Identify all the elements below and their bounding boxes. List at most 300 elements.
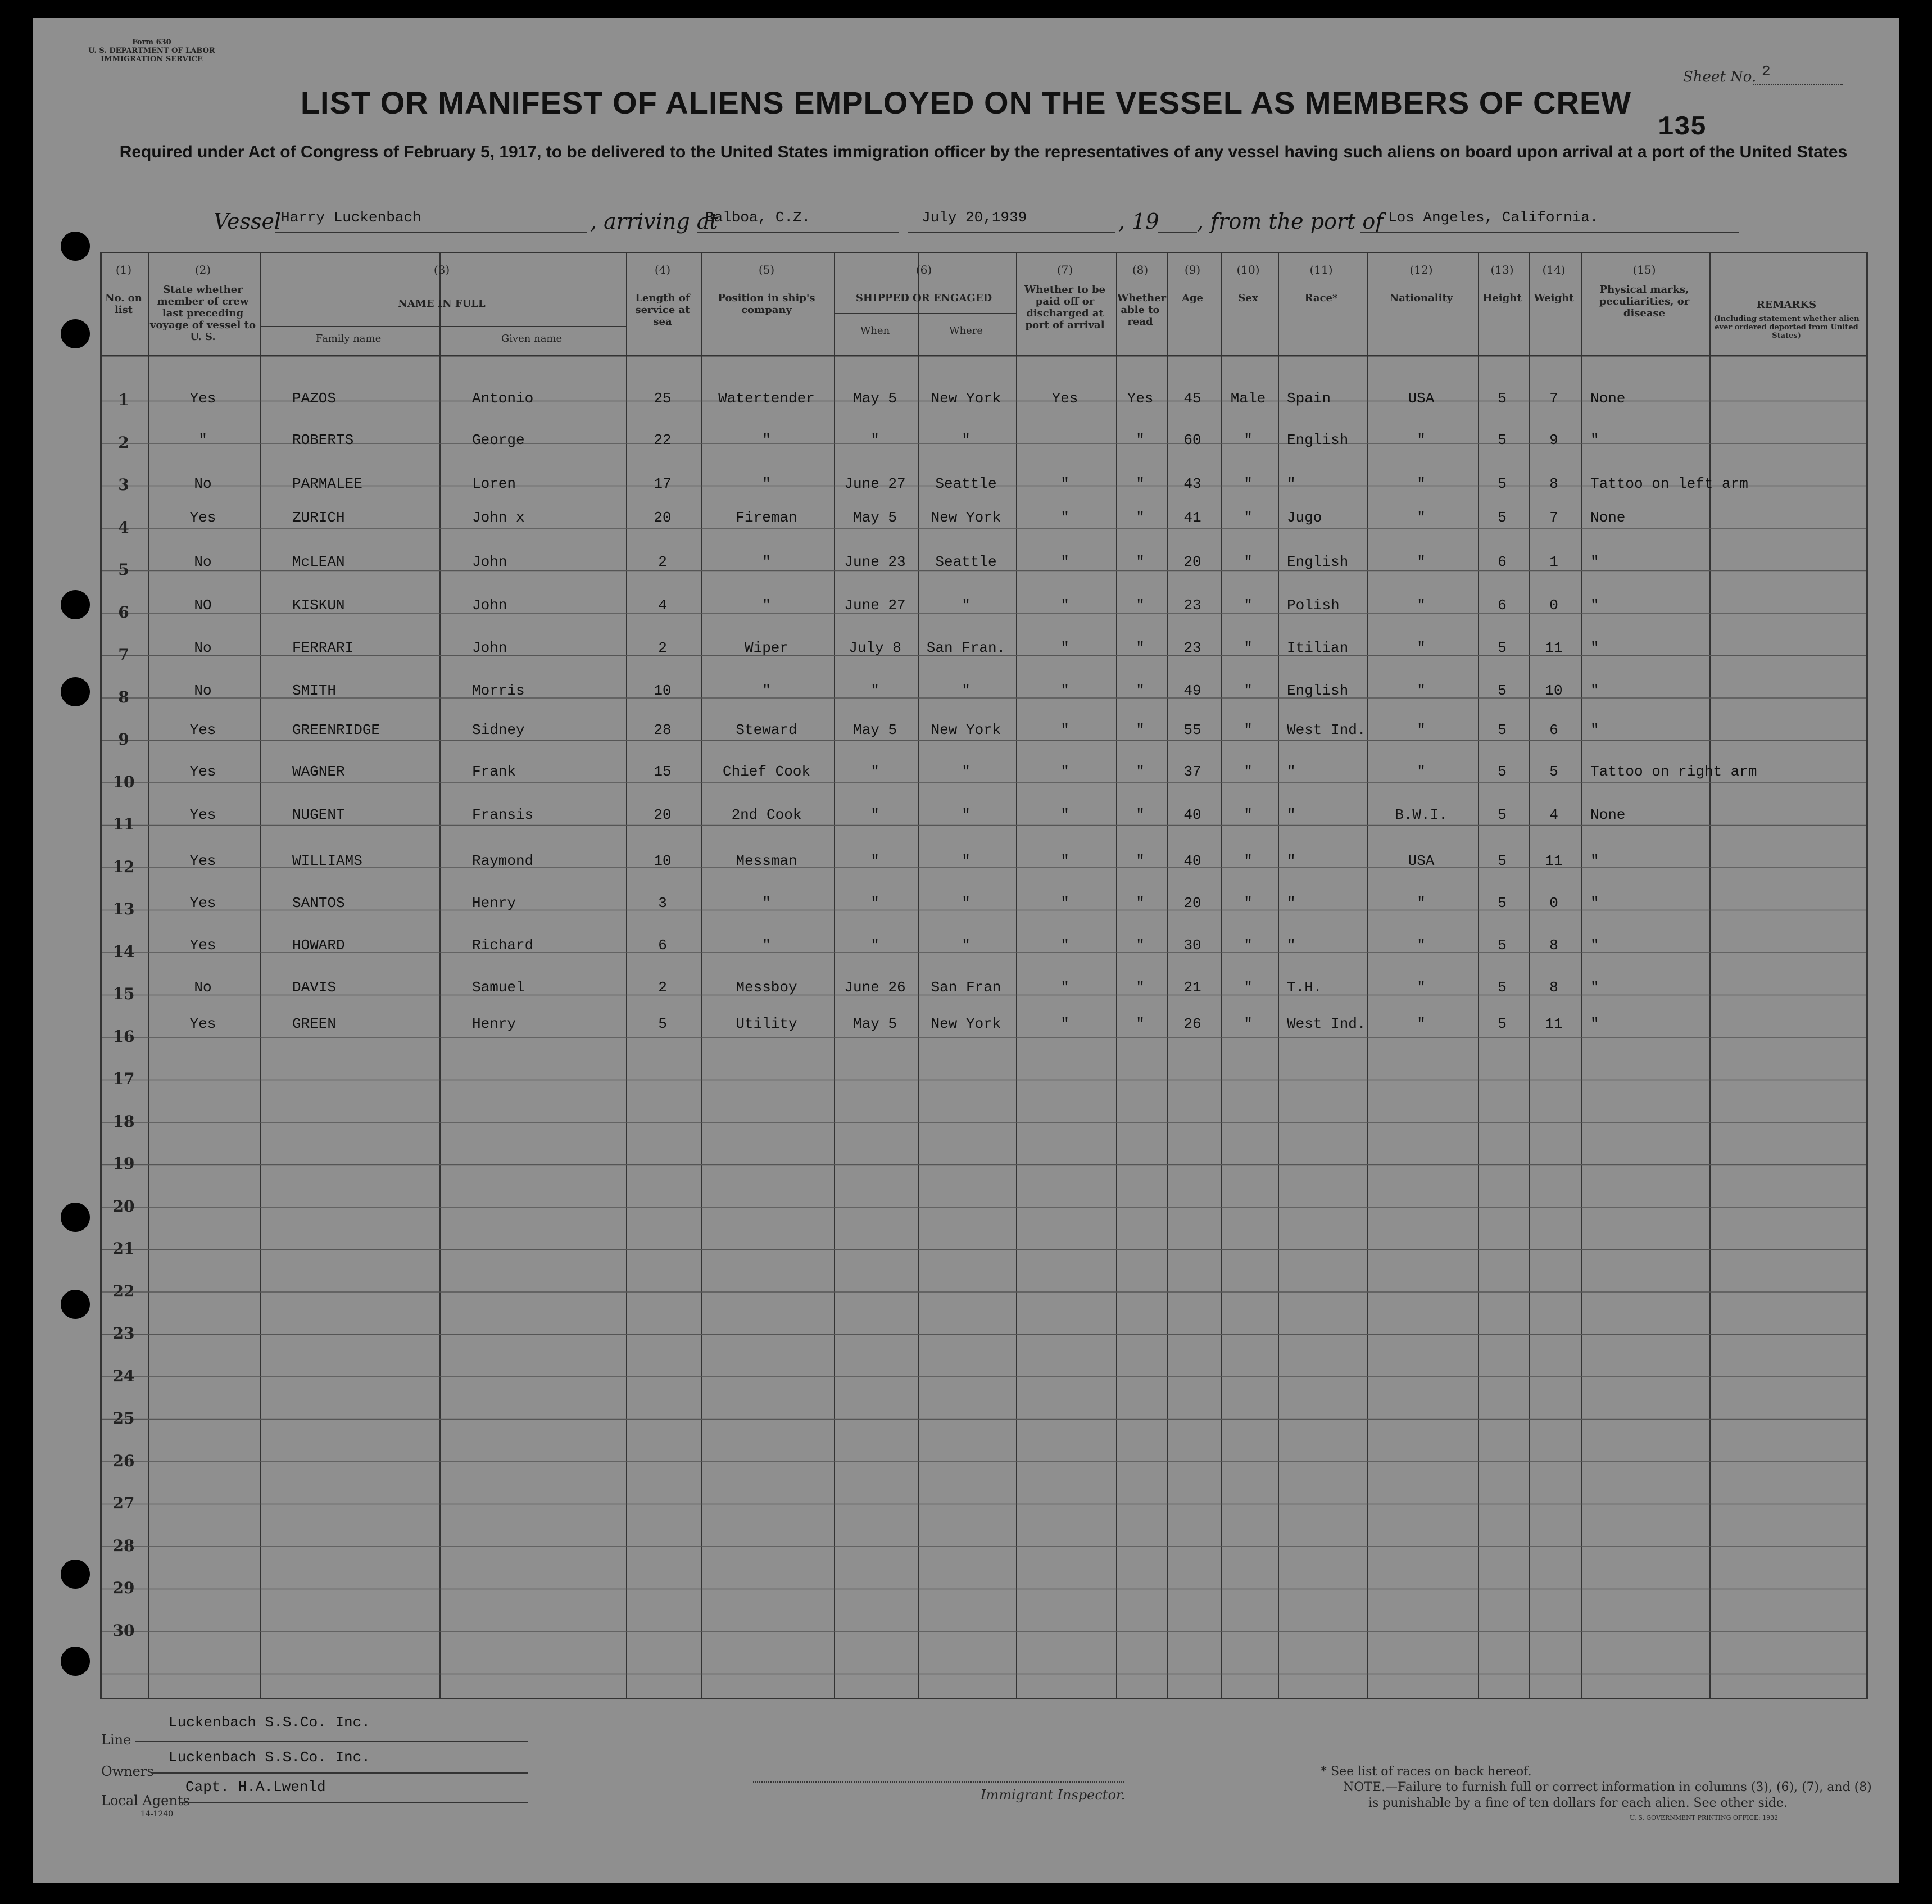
- cell-given: John: [472, 554, 507, 570]
- cell-nat: ": [1417, 597, 1426, 614]
- cell-marks: ": [1590, 1016, 1599, 1032]
- row-number: 13: [112, 900, 135, 918]
- cell-weight: 5: [1549, 763, 1558, 780]
- date-underline: [908, 232, 1115, 233]
- sheet-number: 2: [1762, 63, 1771, 80]
- year-underline: [1158, 232, 1197, 233]
- cell-family: GREEN: [292, 1016, 337, 1032]
- cell-age: 55: [1183, 722, 1201, 738]
- punch-hole: [61, 1560, 90, 1589]
- cell-position: ": [762, 682, 771, 699]
- cell-paid: ": [1060, 509, 1069, 526]
- column-subheader: Given name: [501, 333, 563, 344]
- cell-given: Loren: [472, 475, 516, 492]
- column-subheader: When: [860, 325, 890, 337]
- column-header: Race*: [1304, 292, 1338, 304]
- cell-family: GREENRIDGE: [292, 722, 380, 738]
- row-number: 17: [112, 1069, 135, 1088]
- line-underline: [135, 1741, 528, 1742]
- cell-prev: No: [194, 640, 212, 656]
- punch-hole: [61, 677, 90, 706]
- cell-when: June 26: [844, 979, 906, 996]
- column-header: Age: [1181, 292, 1203, 304]
- cell-read: Yes: [1127, 390, 1154, 407]
- cell-given: John: [472, 640, 507, 656]
- cell-where: New York: [931, 722, 1001, 738]
- row-number: 15: [112, 985, 135, 1003]
- cell-where: ": [962, 763, 970, 780]
- vessel-name: Harry Luckenbach: [281, 209, 421, 226]
- row-number: 1: [118, 391, 129, 409]
- cell-service: 5: [658, 1016, 667, 1032]
- column-subheader: (Including statement whether alien ever ordered deported from United States): [1713, 315, 1860, 340]
- cell-read: ": [1136, 1016, 1145, 1032]
- column-header: REMARKS: [1756, 299, 1817, 311]
- cell-prev: Yes: [189, 390, 216, 407]
- cell-service: 17: [654, 475, 672, 492]
- cell-sex: ": [1244, 1016, 1253, 1032]
- cell-read: ": [1136, 763, 1145, 780]
- cell-prev: Yes: [189, 806, 216, 823]
- cell-service: 20: [654, 806, 672, 823]
- cell-family: NUGENT: [292, 806, 345, 823]
- cell-where: San Fran.: [926, 640, 1006, 656]
- cell-race: English: [1287, 432, 1349, 448]
- punch-hole: [61, 232, 90, 261]
- column-number: (6): [915, 263, 932, 276]
- column-subheader: Family name: [315, 333, 382, 344]
- column-header: Height: [1482, 292, 1522, 304]
- row-number: 21: [112, 1239, 135, 1258]
- cell-paid: ": [1060, 475, 1069, 492]
- cell-height: 5: [1498, 763, 1507, 780]
- cell-sex: ": [1244, 640, 1253, 656]
- cell-family: WILLIAMS: [292, 853, 362, 869]
- cell-position: Messboy: [736, 979, 797, 996]
- cell-where: ": [962, 895, 970, 912]
- cell-service: 4: [658, 597, 667, 614]
- cell-marks: None: [1590, 509, 1626, 526]
- owners-value: Luckenbach S.S.Co. Inc.: [169, 1749, 370, 1766]
- cell-position: ": [762, 554, 771, 570]
- punch-hole: [61, 1647, 90, 1676]
- row-number: 10: [112, 772, 135, 791]
- races-note: * See list of races on back hereof.: [1321, 1765, 1532, 1779]
- column-subheader: Where: [949, 325, 983, 337]
- column-header: SHIPPED OR ENGAGED: [855, 292, 992, 304]
- cell-sex: ": [1244, 763, 1253, 780]
- cell-age: 60: [1183, 432, 1201, 448]
- cell-service: 10: [654, 682, 672, 699]
- column-number: (15): [1632, 263, 1656, 276]
- row-number: 27: [112, 1494, 135, 1512]
- cell-service: 10: [654, 853, 672, 869]
- cell-age: 20: [1183, 895, 1201, 912]
- cell-marks: ": [1590, 554, 1599, 570]
- cell-service: 6: [658, 937, 667, 954]
- cell-read: ": [1136, 475, 1145, 492]
- cell-height: 5: [1498, 432, 1507, 448]
- cell-read: ": [1136, 640, 1145, 656]
- cell-prev: No: [194, 475, 212, 492]
- cell-prev: Yes: [189, 853, 216, 869]
- line-value: Luckenbach S.S.Co. Inc.: [169, 1714, 370, 1731]
- cell-nat: ": [1417, 937, 1426, 954]
- cell-paid: ": [1060, 937, 1069, 954]
- cell-given: Sidney: [472, 722, 525, 738]
- cell-when: June 27: [844, 597, 906, 614]
- cell-when: ": [870, 895, 879, 912]
- row-number: 22: [112, 1281, 135, 1300]
- cell-when: May 5: [852, 390, 897, 407]
- cell-nat: B.W.I.: [1395, 806, 1448, 823]
- cell-position: ": [762, 597, 771, 614]
- cell-weight: 9: [1549, 432, 1558, 448]
- cell-weight: 0: [1549, 597, 1558, 614]
- fine-note-cont: is punishable by a fine of ten dollars for each alien. See other side.: [1368, 1796, 1788, 1810]
- cell-when: ": [870, 682, 879, 699]
- column-number: (10): [1236, 263, 1260, 276]
- page-title: LIST OR MANIFEST OF ALIENS EMPLOYED ON THE VESSEL AS MEMBERS OF CREW: [300, 85, 1632, 120]
- cell-prev: No: [194, 682, 212, 699]
- cell-nat: ": [1417, 682, 1426, 699]
- cell-given: Antonio: [472, 390, 534, 407]
- cell-weight: 0: [1549, 895, 1558, 912]
- punch-hole: [61, 1203, 90, 1232]
- row-number: 6: [118, 602, 129, 622]
- cell-weight: 11: [1545, 1016, 1563, 1032]
- cell-where: New York: [931, 1016, 1001, 1032]
- cell-when: July 8: [849, 640, 901, 656]
- from-port: Los Angeles, California.: [1388, 209, 1599, 226]
- cell-service: 28: [654, 722, 672, 738]
- cell-paid: ": [1060, 979, 1069, 996]
- column-header: No. on list: [105, 292, 142, 316]
- cell-paid: ": [1060, 554, 1069, 570]
- cell-race: ": [1287, 475, 1296, 492]
- cell-sex: ": [1244, 895, 1253, 912]
- cell-service: 20: [654, 509, 672, 526]
- cell-paid: ": [1060, 763, 1069, 780]
- cell-sex: ": [1244, 475, 1253, 492]
- cell-height: 5: [1498, 682, 1507, 699]
- row-number: 29: [112, 1579, 135, 1597]
- cell-where: New York: [931, 509, 1001, 526]
- cell-nat: ": [1417, 979, 1426, 996]
- cell-service: 2: [658, 979, 667, 996]
- cell-nat: ": [1417, 432, 1426, 448]
- cell-nat: USA: [1408, 390, 1435, 407]
- row-number: 11: [112, 815, 135, 833]
- column-header: Physical marks, peculiarities, or disease: [1599, 284, 1690, 319]
- fine-note: NOTE.—Failure to furnish full or correct information in columns (3), (6), (7), and (8): [1343, 1780, 1872, 1794]
- agents-value: Capt. H.A.Lwenld: [185, 1779, 326, 1796]
- cell-marks: None: [1590, 806, 1626, 823]
- arriving-port: Balboa, C.Z.: [705, 209, 811, 226]
- column-header: Nationality: [1389, 292, 1453, 304]
- column-header: Position in ship's company: [718, 292, 815, 316]
- cell-paid: ": [1060, 895, 1069, 912]
- cell-given: John x: [472, 509, 525, 526]
- cell-height: 5: [1498, 979, 1507, 996]
- cell-prev: No: [194, 554, 212, 570]
- cell-weight: 4: [1549, 806, 1558, 823]
- cell-marks: None: [1590, 390, 1626, 407]
- cell-race: ": [1287, 763, 1296, 780]
- cell-when: ": [870, 763, 879, 780]
- form-number: Form 630 U. S. DEPARTMENT OF LABOR IMMIGRATION SERVICE: [88, 38, 215, 64]
- owners-underline: [152, 1772, 528, 1774]
- agents-underline: [180, 1802, 528, 1803]
- arriving-underline: [697, 232, 899, 233]
- cell-when: May 5: [852, 722, 897, 738]
- cell-weight: 8: [1549, 979, 1558, 996]
- arrival-date: July 20,1939: [922, 209, 1027, 226]
- cell-nat: ": [1417, 722, 1426, 738]
- cell-height: 5: [1498, 806, 1507, 823]
- cell-position: ": [762, 937, 771, 954]
- cell-race: West Ind.: [1287, 1016, 1366, 1032]
- cell-height: 5: [1498, 390, 1507, 407]
- cell-age: 41: [1183, 509, 1201, 526]
- column-number: (2): [194, 263, 211, 276]
- column-number: (13): [1490, 263, 1514, 276]
- cell-when: ": [870, 853, 879, 869]
- column-number: (5): [758, 263, 775, 276]
- cell-marks: ": [1590, 853, 1599, 869]
- row-number: 4: [118, 518, 129, 537]
- cell-where: ": [962, 432, 970, 448]
- cell-where: ": [962, 597, 970, 614]
- cell-race: Spain: [1287, 390, 1331, 407]
- column-header: NAME IN FULL: [398, 298, 486, 310]
- cell-height: 5: [1498, 1016, 1507, 1032]
- cell-age: 21: [1183, 979, 1201, 996]
- cell-family: ROBERTS: [292, 432, 354, 448]
- cell-height: 5: [1498, 475, 1507, 492]
- cell-nat: ": [1417, 509, 1426, 526]
- cell-service: 22: [654, 432, 672, 448]
- cell-age: 20: [1183, 554, 1201, 570]
- line-label: Line: [101, 1732, 131, 1748]
- printer-note: U. S. GOVERNMENT PRINTING OFFICE: 1932: [1630, 1814, 1779, 1821]
- cell-family: DAVIS: [292, 979, 337, 996]
- cell-paid: Yes: [1051, 390, 1078, 407]
- cell-age: 37: [1183, 763, 1201, 780]
- cell-nat: ": [1417, 895, 1426, 912]
- cell-weight: 11: [1545, 640, 1563, 656]
- cell-given: Raymond: [472, 853, 534, 869]
- cell-where: San Fran: [931, 979, 1001, 996]
- cell-sex: ": [1244, 597, 1253, 614]
- column-number: (11): [1309, 263, 1333, 276]
- cell-prev: Yes: [189, 509, 216, 526]
- punch-hole: [61, 319, 90, 348]
- from-label: , from the port of: [1197, 209, 1384, 234]
- cell-position: Steward: [736, 722, 797, 738]
- owners-label: Owners: [101, 1764, 154, 1779]
- cell-when: ": [870, 937, 879, 954]
- cell-read: ": [1136, 806, 1145, 823]
- cell-nat: ": [1417, 640, 1426, 656]
- vessel-label: Vessel: [214, 209, 282, 234]
- cell-given: Henry: [472, 895, 516, 912]
- cell-when: May 5: [852, 509, 897, 526]
- cell-service: 2: [658, 640, 667, 656]
- cell-height: 6: [1498, 597, 1507, 614]
- cell-height: 5: [1498, 722, 1507, 738]
- column-header: Weight: [1534, 292, 1574, 304]
- cell-race: West Ind.: [1287, 722, 1366, 738]
- cell-where: ": [962, 853, 970, 869]
- punch-hole: [61, 1290, 90, 1319]
- cell-position: ": [762, 475, 771, 492]
- cell-age: 26: [1183, 1016, 1201, 1032]
- cell-paid: ": [1060, 722, 1069, 738]
- cell-given: George: [472, 432, 525, 448]
- cell-read: ": [1136, 937, 1145, 954]
- cell-marks: ": [1590, 640, 1599, 656]
- cell-prev: Yes: [189, 1016, 216, 1032]
- cell-sex: ": [1244, 853, 1253, 869]
- cell-when: ": [870, 432, 879, 448]
- cell-height: 5: [1498, 937, 1507, 954]
- cell-position: ": [762, 432, 771, 448]
- cell-sex: ": [1244, 554, 1253, 570]
- column-header: Whether to be paid off or discharged at port of arrival: [1024, 284, 1105, 331]
- cell-race: ": [1287, 853, 1296, 869]
- cell-marks: ": [1590, 597, 1599, 614]
- column-number: (1): [115, 263, 132, 276]
- cell-paid: ": [1060, 1016, 1069, 1032]
- cell-read: ": [1136, 895, 1145, 912]
- row-number: 9: [118, 730, 129, 749]
- cell-height: 5: [1498, 895, 1507, 912]
- cell-marks: ": [1590, 979, 1599, 996]
- cell-service: 3: [658, 895, 667, 912]
- cell-family: ZURICH: [292, 509, 345, 526]
- row-number: 25: [112, 1409, 135, 1427]
- cell-sex: ": [1244, 979, 1253, 996]
- cell-family: PAZOS: [292, 390, 337, 407]
- cell-age: 45: [1183, 390, 1201, 407]
- row-number: 14: [112, 942, 135, 961]
- cell-age: 30: [1183, 937, 1201, 954]
- cell-marks: ": [1590, 682, 1599, 699]
- cell-given: Frank: [472, 763, 516, 780]
- row-number: 12: [112, 857, 135, 876]
- cell-paid: ": [1060, 682, 1069, 699]
- column-header: Whether able to read: [1117, 292, 1167, 328]
- cell-given: John: [472, 597, 507, 614]
- cell-paid: ": [1060, 806, 1069, 823]
- cell-race: T.H.: [1287, 979, 1322, 996]
- row-number: 30: [112, 1621, 135, 1640]
- cell-position: Chief Cook: [722, 763, 811, 780]
- row-number: 20: [112, 1196, 135, 1216]
- cell-family: PARMALEE: [292, 475, 362, 492]
- cell-age: 23: [1183, 640, 1201, 656]
- crew-table: [100, 252, 1868, 1699]
- row-number: 7: [118, 645, 129, 664]
- column-number: (8): [1132, 263, 1149, 276]
- column-header: Sex: [1238, 292, 1258, 304]
- cell-marks: ": [1590, 722, 1599, 738]
- inspector-label: Immigrant Inspector.: [981, 1787, 1126, 1803]
- cell-paid: ": [1060, 640, 1069, 656]
- cell-given: Morris: [472, 682, 525, 699]
- cell-given: Henry: [472, 1016, 516, 1032]
- cell-prev: No: [194, 979, 212, 996]
- cell-sex: ": [1244, 806, 1253, 823]
- cell-weight: 7: [1549, 390, 1558, 407]
- cell-nat: ": [1417, 554, 1426, 570]
- cell-race: ": [1287, 895, 1296, 912]
- cell-nat: ": [1417, 475, 1426, 492]
- cell-read: ": [1136, 597, 1145, 614]
- row-number: 19: [112, 1154, 135, 1173]
- cell-height: 5: [1498, 509, 1507, 526]
- cell-paid: ": [1060, 853, 1069, 869]
- cell-read: ": [1136, 509, 1145, 526]
- cell-sex: ": [1244, 682, 1253, 699]
- cell-age: 49: [1183, 682, 1201, 699]
- cell-sex: ": [1244, 937, 1253, 954]
- cell-race: Itilian: [1287, 640, 1349, 656]
- cell-nat: ": [1417, 763, 1426, 780]
- cell-nat: USA: [1408, 853, 1435, 869]
- cell-service: 25: [654, 390, 672, 407]
- cell-read: ": [1136, 853, 1145, 869]
- cell-prev: Yes: [189, 895, 216, 912]
- row-number: 3: [118, 475, 129, 494]
- cell-race: Jugo: [1287, 509, 1322, 526]
- cell-read: ": [1136, 682, 1145, 699]
- sheet-label: Sheet No.: [1683, 69, 1757, 85]
- cell-weight: 11: [1545, 853, 1563, 869]
- cell-service: 2: [658, 554, 667, 570]
- cell-height: 5: [1498, 640, 1507, 656]
- agents-label: Local Agents: [101, 1793, 190, 1808]
- cell-sex: ": [1244, 509, 1253, 526]
- cell-sex: Male: [1230, 390, 1266, 407]
- column-number: (4): [654, 263, 671, 276]
- cell-age: 40: [1183, 806, 1201, 823]
- row-number: 24: [112, 1366, 135, 1385]
- cell-age: 23: [1183, 597, 1201, 614]
- cell-given: Richard: [472, 937, 534, 954]
- row-number: 18: [112, 1112, 135, 1131]
- cell-weight: 8: [1549, 937, 1558, 954]
- cell-when: May 5: [852, 1016, 897, 1032]
- cell-weight: 8: [1549, 475, 1558, 492]
- cell-weight: 7: [1549, 509, 1558, 526]
- cell-prev: NO: [194, 597, 212, 614]
- year-label: , 19: [1118, 209, 1159, 234]
- cell-race: English: [1287, 682, 1349, 699]
- row-number: 8: [118, 687, 129, 706]
- form-code: 14-1240: [140, 1810, 174, 1819]
- cell-family: KISKUN: [292, 597, 345, 614]
- cell-read: ": [1136, 722, 1145, 738]
- cell-weight: 1: [1549, 554, 1558, 570]
- cell-weight: 6: [1549, 722, 1558, 738]
- cell-position: Wiper: [744, 640, 788, 656]
- cell-race: ": [1287, 806, 1296, 823]
- cell-age: 43: [1183, 475, 1201, 492]
- column-header: Length of service at sea: [635, 292, 690, 328]
- cell-read: ": [1136, 432, 1145, 448]
